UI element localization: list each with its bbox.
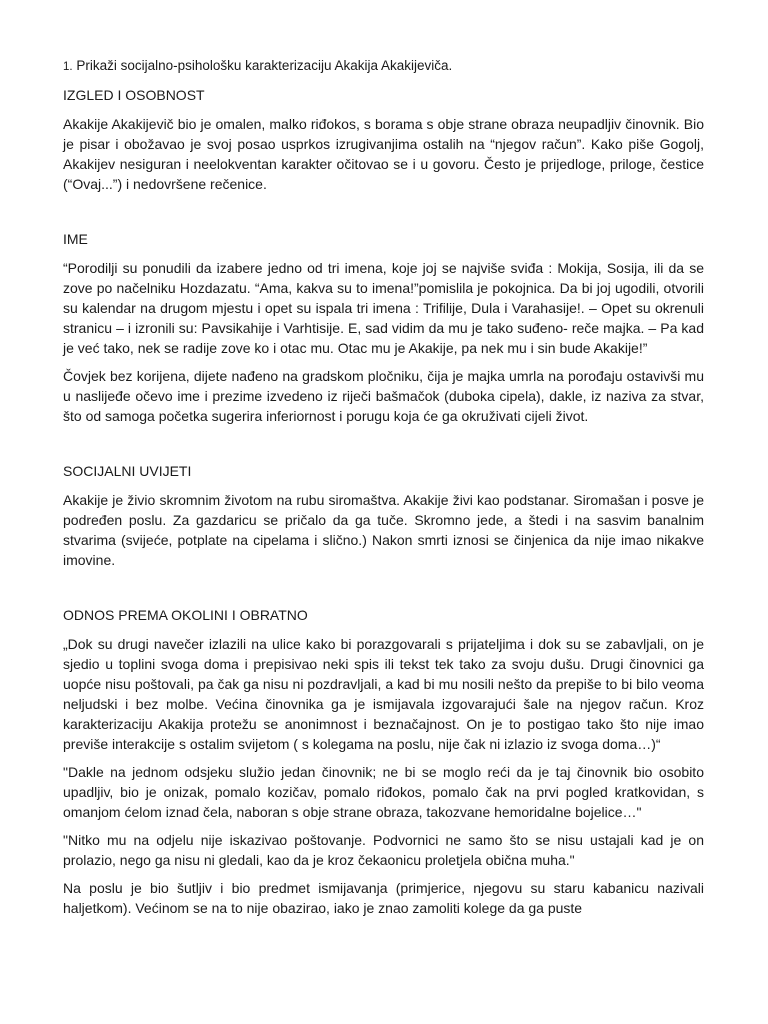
paragraph-ime-analysis: Čovjek bez korijena, dijete nađeno na gradskom pločniku, čija je majka umrla na porođaju ostavivši mu u naslijeđe očevo ime i prezime izvedeno iz riječi bašmačok (duboka cipela), dakle, iz naziva za stvar, što od samoga početka sugerira inferiornost i porugu koja će ga okruživati cijeli život.	[63, 368, 704, 424]
paragraph-socijalni: Akakije je živio skromnim životom na rubu siromaštva. Akakije živi kao podstanar. Siromašan i posve je podređen poslu. Za gazdaricu se pričalo da ga tuče. Skromno jede, a štedi i na sasvim banalnim stvarima (svijeće, potplate na cipelama i slično.) Nakon smrti iznosi se činjenica da nije imao nikakve imovine.	[63, 492, 704, 568]
question-number: 1.	[63, 61, 73, 73]
paragraph-odnos-work: Na poslu je bio šutljiv i bio predmet ismijavanja (primjerice, njegovu su staru kabanicu nazivali haljetkom). Većinom se na to nije obazirao, iako je znao zamoliti kolege da ga puste	[63, 880, 704, 916]
heading-odnos: ODNOS PREMA OKOLINI I OBRATNO	[63, 607, 308, 623]
paragraph-odnos-description: "Dakle na jednom odsjeku služio jedan činovnik; ne bi se moglo reći da je taj činovnik bio osobito upadljiv, bio je onizak, pomalo kozičav, pomalo riđokos, pomalo čak na prvi pogled kratkovidan, s omanjom ćelom iznad čela, naboran s obje strane obraza, takozvane hemoridalne bojelice…"	[63, 764, 704, 820]
paragraph-ime-quote: “Porodilji su ponudili da izabere jedno od tri imena, koje joj se najviše sviđa : Mokija, Sosija, ili da se zove po načelniku Hozdazatu. “Ama, kakva su to imena!”pomislila je pokojnica. Da bi joj ugodili, otvorili su kalendar na drugom mjestu i opet su ispala tri imena : Trifilije, Dula i Varahasije!. – Opet su okrenuli stranicu – i izronili su: Pavsikahije i Varhtisije. E, sad vidim da mu je tako suđeno- reče majka. – Pa kad je već tako, nek se radije zove ko i otac mu. Otac mu je Akakije, pa nek mu i sin bude Akakije!”	[63, 260, 704, 356]
document-page	[63, 56, 704, 926]
paragraph-odnos-respect: "Nitko mu na odjelu nije iskazivao poštovanje. Podvornici ne samo što se nisu ustajali kad je on prolazio, nego ga nisu ni gledali, kao da je kroz čekaonicu proletjela obična muha."	[63, 832, 704, 868]
heading-ime: IME	[63, 231, 88, 247]
question-line	[63, 56, 704, 77]
paragraph-izgled: Akakije Akakijevič bio je omalen, malko riđokos, s borama s obje strane obraza neupadljiv činovnik. Bio je pisar i obožavao je svoj posao usprkos izrugivanjima ostalih na “njegov račun”. Kako piše Gogolj, Akakijev nesiguran i neelokventan karakter očitovao se i u govoru. Često je prijedloge, priloge, čestice (“Ovaj...”) i nedovršene rečenice.	[63, 116, 704, 192]
question-text: Prikaži socijalno-psihološku karakterizaciju Akakija Akakijeviča.	[72, 58, 453, 73]
heading-izgled: IZGLED I OSOBNOST	[63, 87, 205, 103]
paragraph-odnos-quote: „Dok su drugi navečer izlazili na ulice kako bi porazgovarali s prijateljima i dok su se zabavljali, on je sjedio u toplini svoga doma i prepisivao neki spis ili tekst tek tako za svoju dušu. Drugi činovnici ga uopće nisu poštovali, pa čak ga nisu ni pozdravljali, a kad bi mu nosili nešto da prepiše to bi bilo veoma neljudski i bez molbe. Većina činovnika ga je ismijavala izgovarajući šale na njegov račun. Kroz karakterizaciju Akakija protežu se anonimnost i beznačajnost. On je to postigao tako što nije imao previše interakcije s ostalim svijetom ( s kolegama na poslu, nije čak ni izlazio iz svoga doma…)“	[63, 636, 704, 752]
heading-socijalni: SOCIJALNI UVIJETI	[63, 463, 192, 479]
